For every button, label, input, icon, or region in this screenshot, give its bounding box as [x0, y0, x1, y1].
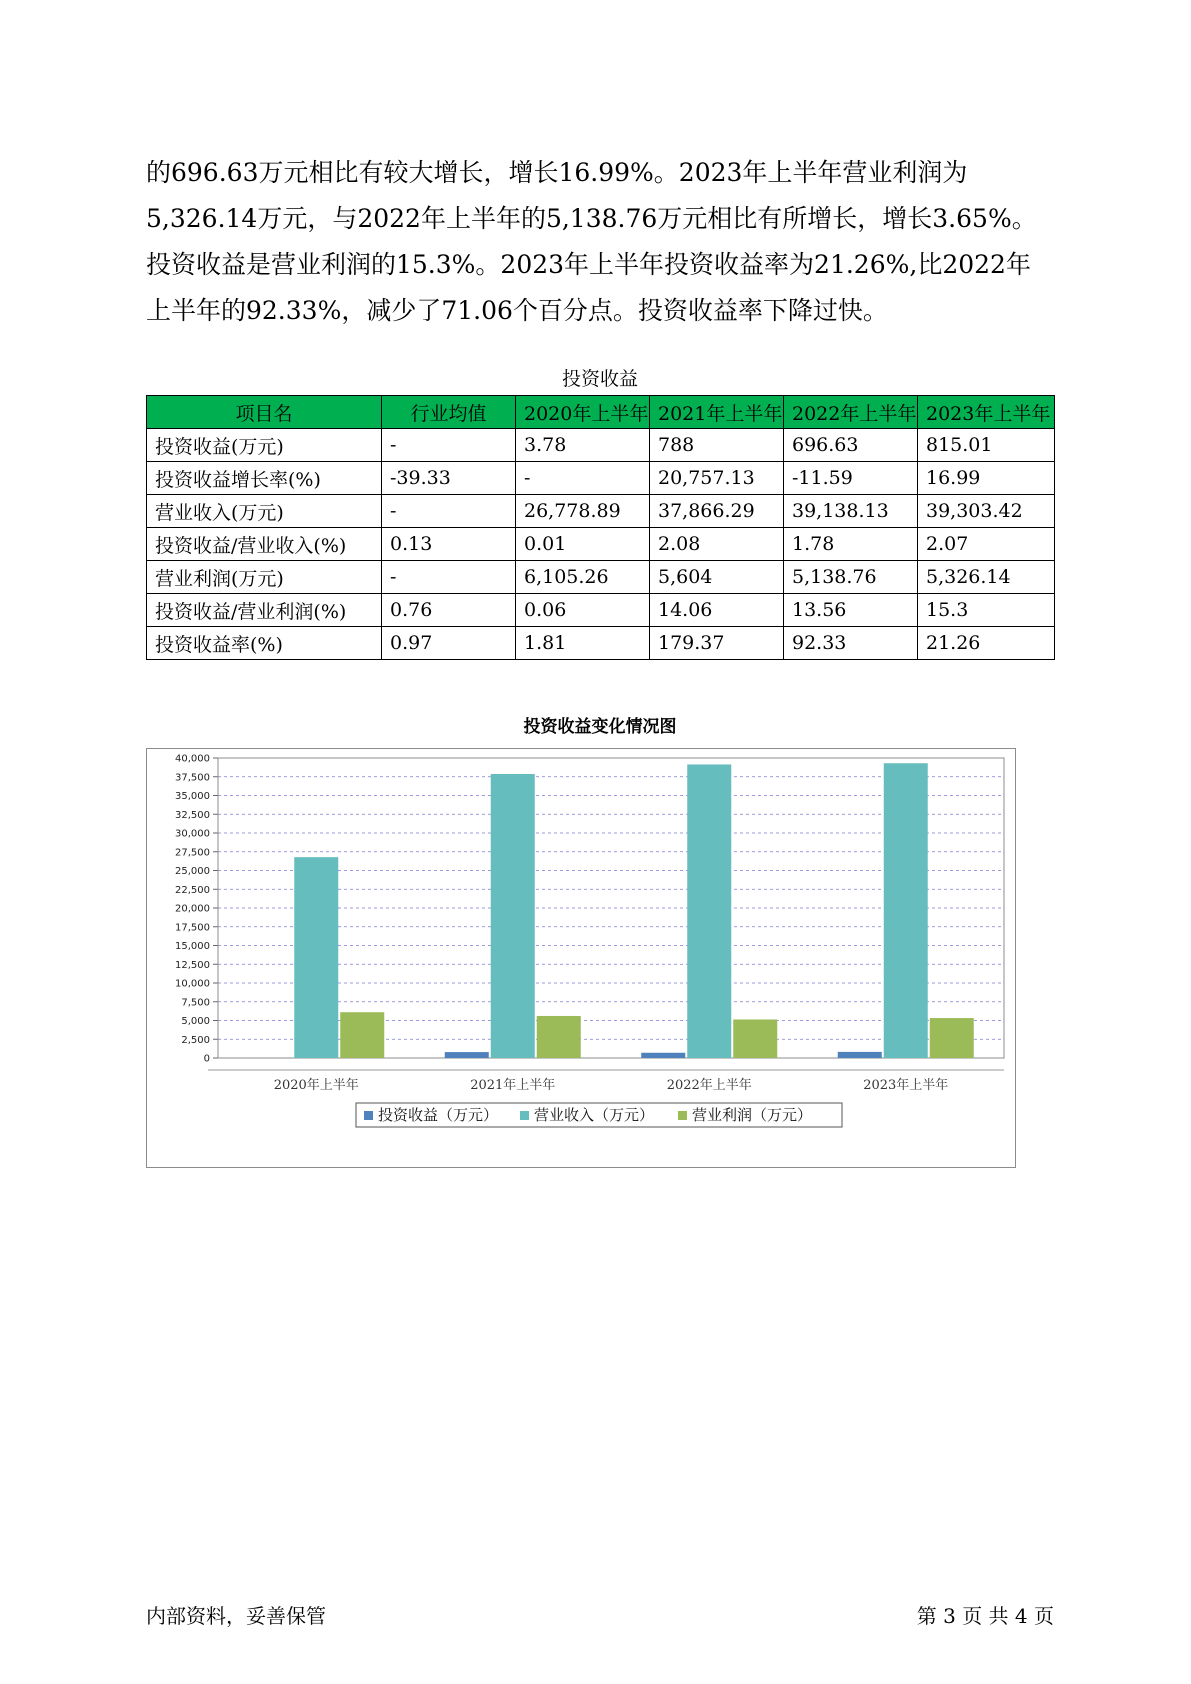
bar — [687, 764, 731, 1058]
y-tick-label: 32,500 — [175, 809, 210, 821]
table-cell: 0.76 — [382, 594, 516, 627]
table-cell: - — [382, 429, 516, 462]
table-cell: - — [382, 561, 516, 594]
bar — [884, 763, 928, 1058]
y-tick-label: 2,500 — [181, 1034, 210, 1046]
legend-label: 营业收入（万元） — [534, 1106, 655, 1124]
y-tick-label: 0 — [203, 1053, 210, 1065]
y-tick-label: 22,500 — [175, 884, 210, 896]
y-tick-label: 37,500 — [175, 772, 210, 784]
paragraph-line: 上半年的92.33%，减少了71.06个百分点。投资收益率下降过快。 — [146, 296, 888, 325]
table-cell: 179.37 — [650, 627, 784, 660]
y-tick-label: 35,000 — [175, 791, 210, 802]
bar — [838, 1052, 882, 1058]
table-row — [147, 495, 1055, 528]
table-cell: 5,604 — [650, 561, 784, 594]
bar — [733, 1019, 777, 1058]
table-cell: 37,866.29 — [650, 495, 784, 528]
table-cell: 6,105.26 — [516, 561, 650, 594]
bar — [537, 1016, 581, 1058]
table-cell: 13.56 — [784, 594, 918, 627]
table-cell: 20,757.13 — [650, 462, 784, 495]
y-tick-label: 40,000 — [175, 753, 210, 765]
bar — [491, 774, 535, 1058]
table-cell: 26,778.89 — [516, 495, 650, 528]
y-tick-label: 5,000 — [181, 1016, 210, 1027]
table-cell: 16.99 — [918, 462, 1055, 495]
table-cell: 0.97 — [382, 627, 516, 660]
x-tick-label: 2020年上半年 — [273, 1078, 359, 1093]
column-header: 2020年上半年 — [516, 396, 650, 429]
table-cell: 1.81 — [516, 627, 650, 660]
table-row — [147, 594, 1055, 627]
y-tick-label: 25,000 — [175, 866, 210, 877]
table-cell: 0.13 — [382, 528, 516, 561]
table-row — [147, 627, 1055, 660]
paragraph-line: 5,326.14万元，与2022年上半年的5,138.76万元相比有所增长，增长3.65%。 — [146, 204, 1037, 233]
row-label-cell: 投资收益/营业收入(%) — [147, 528, 382, 561]
legend-swatch — [364, 1111, 373, 1120]
row-label-cell: 投资收益(万元) — [147, 429, 382, 462]
y-tick-label: 7,500 — [181, 997, 210, 1009]
column-header: 行业均值 — [382, 396, 516, 429]
y-tick-label: 15,000 — [175, 941, 210, 952]
investment-income-table — [146, 395, 1055, 660]
row-label-cell: 投资收益/营业利润(%) — [147, 594, 382, 627]
legend-label: 营业利润（万元） — [692, 1106, 813, 1124]
table-caption: 投资收益 — [561, 368, 638, 390]
column-header: 2022年上半年 — [784, 396, 918, 429]
bar-chart — [146, 748, 1016, 1168]
table-row — [147, 561, 1055, 594]
chart-title: 投资收益变化情况图 — [523, 717, 677, 737]
table-cell: 14.06 — [650, 594, 784, 627]
table-cell: 3.78 — [516, 429, 650, 462]
x-tick-label: 2021年上半年 — [470, 1078, 556, 1093]
table-cell: -39.33 — [382, 462, 516, 495]
y-tick-label: 17,500 — [175, 922, 210, 934]
table-cell: 2.07 — [918, 528, 1055, 561]
table-cell: 39,303.42 — [918, 495, 1055, 528]
table-header-row — [147, 396, 1055, 429]
bar — [340, 1012, 384, 1058]
table-row — [147, 528, 1055, 561]
table-cell: -11.59 — [784, 462, 918, 495]
column-header: 2023年上半年 — [918, 396, 1055, 429]
bar — [294, 857, 338, 1058]
table-cell: 0.06 — [516, 594, 650, 627]
column-header: 项目名 — [147, 396, 382, 429]
x-tick-label: 2023年上半年 — [863, 1078, 949, 1093]
table-cell: 696.63 — [784, 429, 918, 462]
table-cell: 0.01 — [516, 528, 650, 561]
bar — [641, 1053, 685, 1058]
y-tick-label: 30,000 — [175, 828, 210, 840]
y-tick-label: 20,000 — [175, 903, 210, 915]
footer-confidential-note: 内部资料，妥善保管 — [146, 1604, 326, 1628]
table-cell: 39,138.13 — [784, 495, 918, 528]
table-cell: - — [516, 462, 650, 495]
table-row — [147, 462, 1055, 495]
legend-swatch — [520, 1111, 529, 1120]
footer-page-number: 第 3 页 共 4 页 — [916, 1604, 1054, 1628]
y-tick-label: 12,500 — [175, 959, 210, 971]
table-cell: 21.26 — [918, 627, 1055, 660]
row-label-cell: 营业利润(万元) — [147, 561, 382, 594]
table-cell: 5,326.14 — [918, 561, 1055, 594]
row-label-cell: 营业收入(万元) — [147, 495, 382, 528]
table-cell: 815.01 — [918, 429, 1055, 462]
table-cell: 1.78 — [784, 528, 918, 561]
row-label-cell: 投资收益率(%) — [147, 627, 382, 660]
paragraph-line: 的696.63万元相比有较大增长，增长16.99%。2023年上半年营业利润为 — [146, 158, 968, 187]
legend-swatch — [678, 1111, 687, 1120]
body-paragraph — [146, 150, 1066, 334]
table-cell: 92.33 — [784, 627, 918, 660]
table-cell: - — [382, 495, 516, 528]
paragraph-line: 投资收益是营业利润的15.3%。2023年上半年投资收益率为21.26%,比2022年 — [146, 250, 1031, 279]
table-cell: 788 — [650, 429, 784, 462]
table-cell: 5,138.76 — [784, 561, 918, 594]
column-header: 2021年上半年 — [650, 396, 784, 429]
x-tick-label: 2022年上半年 — [666, 1078, 752, 1093]
bar — [445, 1052, 489, 1058]
bar — [930, 1018, 974, 1058]
y-tick-label: 27,500 — [175, 847, 210, 859]
table-cell: 15.3 — [918, 594, 1055, 627]
table-row — [147, 429, 1055, 462]
y-tick-label: 10,000 — [175, 978, 210, 990]
legend-label: 投资收益（万元） — [378, 1106, 499, 1124]
table-cell: 2.08 — [650, 528, 784, 561]
row-label-cell: 投资收益增长率(%) — [147, 462, 382, 495]
